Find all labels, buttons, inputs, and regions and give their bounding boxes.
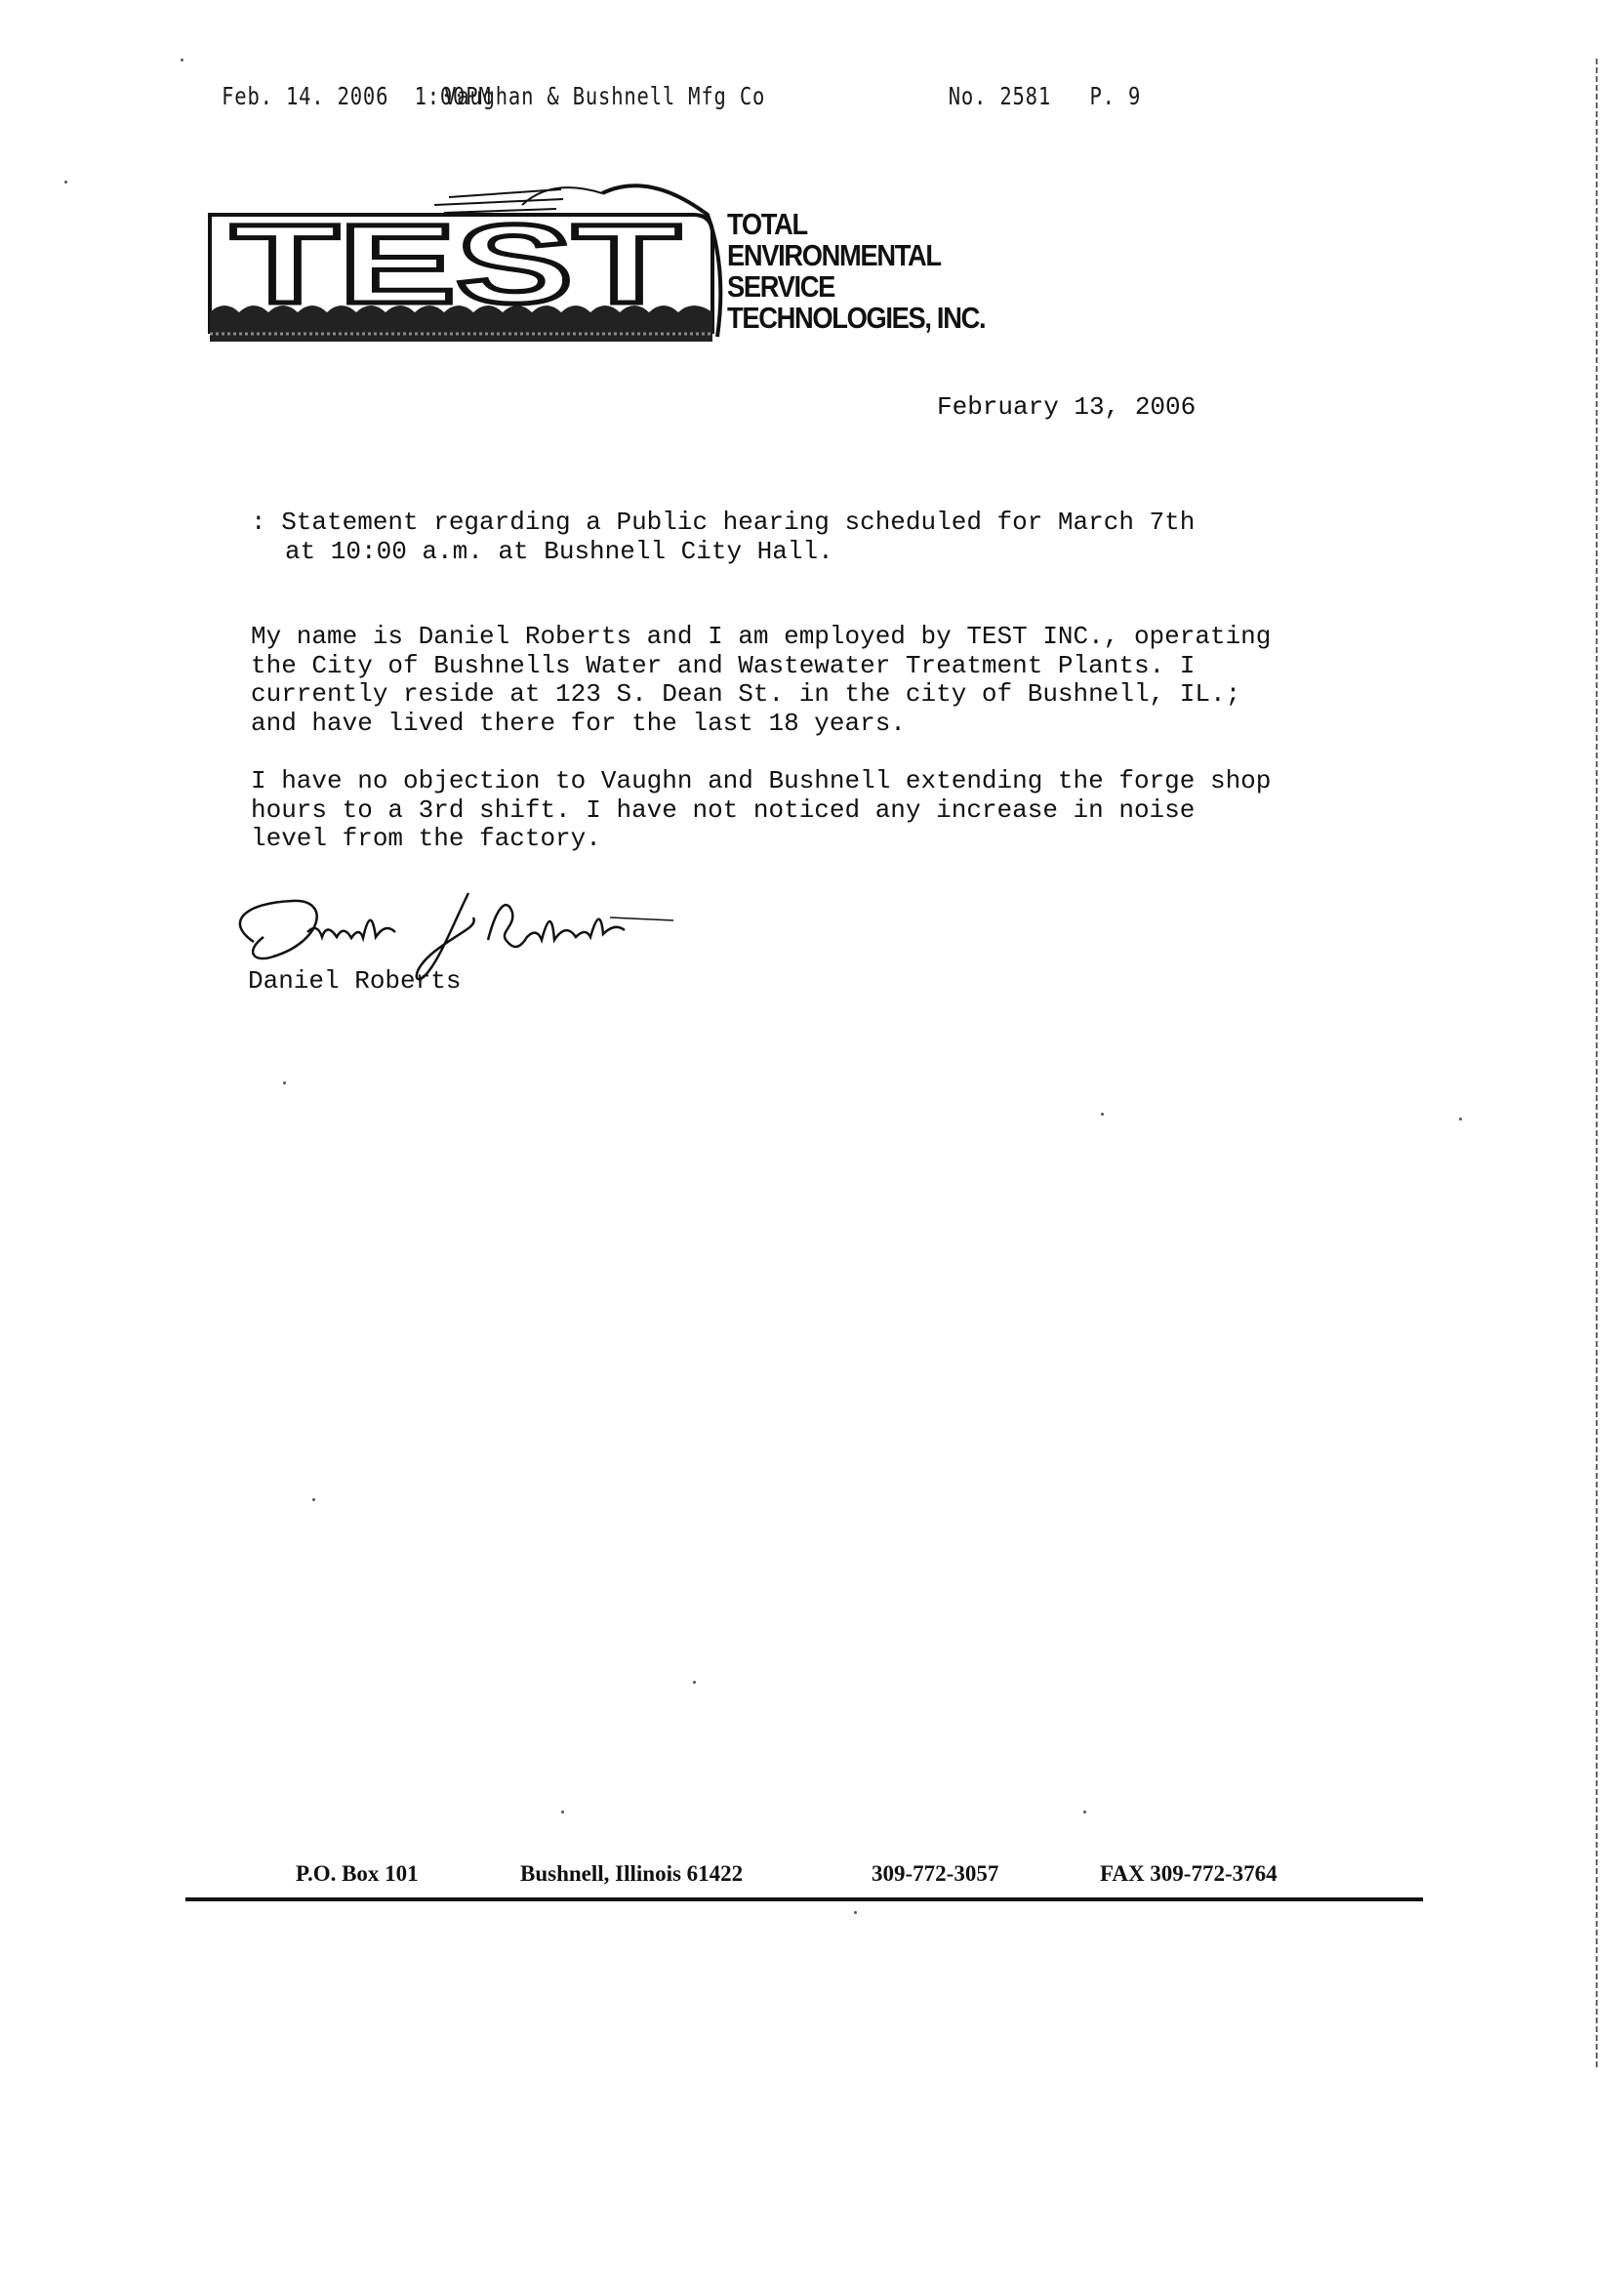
fax-header — [0, 82, 1331, 121]
logo-wordmark — [200, 176, 727, 351]
footer-phone: 309-772-3057 — [872, 1861, 999, 1886]
scan-edge-line — [1596, 59, 1598, 2069]
subject-line — [251, 508, 1195, 566]
text-line: and have lived there for the last 18 years. — [251, 708, 906, 738]
text-line: My name is Daniel Roberts and I am employed by TEST INC., operating — [251, 622, 1272, 651]
scan-speck — [561, 1811, 564, 1813]
company-name — [727, 209, 985, 334]
company-name-line: ENVIRONMENTAL — [727, 238, 941, 272]
signer-name: Daniel Roberts — [248, 966, 462, 996]
company-name-line: TOTAL — [727, 207, 807, 241]
scan-speck — [64, 181, 67, 183]
fax-datetime: Feb. 14. 2006 1:00PM — [222, 82, 492, 110]
scan-speck — [1459, 1118, 1462, 1121]
fax-sender-company: Vaughan & Bushnell Mfg Co — [444, 82, 766, 110]
scan-speck — [283, 1081, 286, 1084]
footer-city: Bushnell, Illinois 61422 — [520, 1861, 744, 1886]
test-logo — [200, 176, 727, 351]
svg-text:TEST: TEST — [231, 202, 680, 327]
scan-speck — [854, 1911, 857, 1914]
footer-fax: FAX 309-772-3764 — [1100, 1861, 1278, 1886]
letterhead-footer — [0, 1861, 1624, 1900]
text-line: level from the factory. — [251, 824, 601, 853]
scan-speck — [181, 59, 183, 61]
footer-rule — [185, 1897, 1423, 1901]
text-line: hours to a 3rd shift. I have not noticed any increase in noise — [251, 795, 1196, 825]
scan-speck — [1101, 1113, 1104, 1116]
paragraph-introduction — [251, 623, 1271, 738]
scan-speck — [693, 1681, 696, 1684]
company-name-line: TECHNOLOGIES, INC. — [727, 301, 986, 335]
text-line: the City of Bushnells Water and Wastewater Treatment Plants. I — [251, 650, 1196, 680]
fax-number-page: No. 2581 P. 9 — [948, 82, 1142, 110]
text-line: I have no objection to Vaughn and Bushnell extending the forge shop — [251, 766, 1272, 795]
paragraph-statement — [251, 767, 1271, 854]
footer-po-box: P.O. Box 101 — [296, 1861, 419, 1886]
letter-date: February 13, 2006 — [937, 392, 1197, 422]
company-name-line: SERVICE — [727, 269, 835, 304]
scan-speck — [312, 1498, 315, 1501]
scan-speck — [1083, 1811, 1086, 1813]
text-line: currently reside at 123 S. Dean St. in the city of Bushnell, IL.; — [251, 679, 1241, 709]
subject-line-1: : Statement regarding a Public hearing scheduled for March 7th — [251, 508, 1196, 537]
subject-line-2: at 10:00 a.m. at Bushnell City Hall. — [285, 537, 833, 566]
